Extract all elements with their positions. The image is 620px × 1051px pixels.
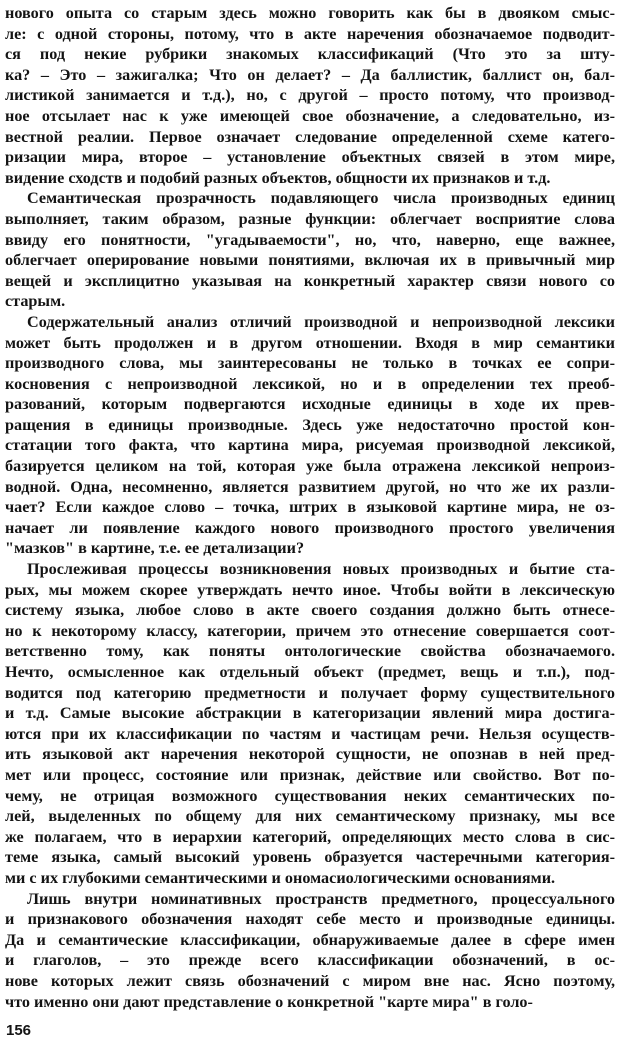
line-text: ветственно тому, как поняты онтологические свойства обозначаемого. <box>5 642 615 661</box>
text-line <box>5 971 615 992</box>
text-line <box>5 230 615 251</box>
text-line <box>5 992 615 1013</box>
line-text: ся под некие рубрики знакомых классификаций (Что это за шту- <box>5 45 615 64</box>
line-text: выполняет, таким образом, разные функции: облегчает восприятие слова <box>5 209 615 228</box>
line-text: ить языковой акт наречения некоторой сущности, не опознав в ней пред- <box>5 745 615 764</box>
line-text: Содержательный анализ отличий производной и непроизводной лексики <box>27 312 615 331</box>
line-text: чает? Если каждое слово – точка, штрих в языковой картине мира, не оз- <box>5 498 615 517</box>
text-line <box>5 600 615 621</box>
line-text: но к некоторому классу, категории, причем это отнесение совершается соот- <box>5 621 615 640</box>
line-text: рых, мы можем скорее утверждать нечто иное. Чтобы войти в лексическую <box>5 580 615 599</box>
text-line <box>5 641 615 662</box>
line-text: ввиду его понятности, "угадываемости", но, что, наверно, еще важнее, <box>5 230 615 249</box>
line-text: и т.д. Самые высокие абстракции в категоризации явлений мира достига- <box>5 704 615 723</box>
text-line <box>5 312 615 333</box>
paragraph <box>5 3 615 188</box>
text-line <box>5 209 615 230</box>
text-line <box>5 580 615 601</box>
line-text: вещей и эксплицитно указывая на конкретный характер связи нового со <box>5 271 615 290</box>
line-text: начает ли появление каждого нового производного простого увеличения <box>5 518 615 537</box>
paragraph <box>5 559 615 889</box>
line-text: и признакового обозначения находят себе место и производные единицы. <box>5 910 615 929</box>
line-text: чему, не отрицая возможного существования неких семантических по- <box>5 786 615 805</box>
paragraph <box>5 312 615 559</box>
text-line <box>5 24 615 45</box>
text-line <box>5 786 615 807</box>
line-text: ращения в единицы производные. Здесь уже недостаточно простой кон- <box>5 415 615 434</box>
text-line <box>5 827 615 848</box>
text-line <box>5 374 615 395</box>
text-line <box>5 65 615 86</box>
line-text: облегчает оперирование новыми понятиями, включая их в привычный мир <box>5 251 615 270</box>
text-line <box>5 683 615 704</box>
text-line <box>5 44 615 65</box>
text-line <box>5 950 615 971</box>
line-text: водится под категорию предметности и получает форму существительного <box>5 683 615 702</box>
text-line <box>5 662 615 683</box>
text-line <box>5 127 615 148</box>
text-line <box>5 435 615 456</box>
text-line <box>5 703 615 724</box>
text-line <box>5 724 615 745</box>
line-text: Семантическая прозрачность подавляющего числа производных единиц <box>27 189 615 208</box>
text-line <box>5 291 615 312</box>
line-text: ми с их глубокими семантическими и ономасиологическими основаниями. <box>5 868 556 887</box>
text-line <box>5 559 615 580</box>
text-line <box>5 477 615 498</box>
text-line <box>5 147 615 168</box>
line-text: может быть продолжен и в другом отношении. Входя в мир семантики <box>5 333 615 352</box>
text-line <box>5 744 615 765</box>
line-text: ются при их классификации по частям и частицам речи. Нельзя осуществ- <box>5 724 615 743</box>
line-text: что именно они дают представление о конкретной "карте мира" в голо- <box>5 992 533 1011</box>
line-text: и глаголов, – это прежде всего классификации обозначений, в ос- <box>5 951 615 970</box>
line-text: систему языка, любое слово в акте своего создания должно быть отнесе- <box>5 601 615 620</box>
text-line <box>5 415 615 436</box>
line-text: нового опыта со старым здесь можно говорить как бы в двояком смыс- <box>5 4 615 22</box>
line-text: Да и семантические классификации, обнаруживаемые далее в сфере имен <box>5 930 615 949</box>
page-number: 156 <box>6 1022 32 1039</box>
text-line <box>5 909 615 930</box>
text-line <box>5 538 615 559</box>
line-text: Прослеживая процессы возникновения новых производных и бытие ста- <box>27 560 615 579</box>
line-text: ле: с одной стороны, потому, что в акте наречения обозначаемое подводит- <box>5 24 615 43</box>
text-line <box>5 85 615 106</box>
line-text: производного слова, мы заинтересованы не только в точках ее сопри- <box>5 354 615 373</box>
text-line <box>5 868 615 889</box>
text-line <box>5 621 615 642</box>
text-line <box>5 847 615 868</box>
line-text: базируется целиком на той, которая уже была отражена лексикой непроиз- <box>5 457 615 476</box>
line-text: лей, выделенных по общему для них семантическому признаку, мы все <box>5 807 615 826</box>
line-text: "мазков" в картине, т.е. ее детализации? <box>5 539 305 558</box>
text-line <box>5 930 615 951</box>
line-text: разований, которым подвергаются исходные единицы в ходе их прев- <box>5 395 615 414</box>
line-text: статации того факта, что картина мира, рисуемая производной лексикой, <box>5 436 615 455</box>
text-line <box>5 168 615 189</box>
line-text: нове которых лежит связь обозначений с миром вне нас. Ясно поэтому, <box>5 971 615 990</box>
text-line <box>5 271 615 292</box>
line-text: старым. <box>5 292 66 311</box>
text-line <box>5 456 615 477</box>
line-text: Лишь внутри номинативных пространств предметного, процессуального <box>27 889 615 908</box>
line-text: мет или процесс, состояние или признак, действие или свойство. Вот по- <box>5 765 615 784</box>
text-line <box>5 394 615 415</box>
line-text: ка? – Это – зажигалка; Что он делает? – Да баллистик, баллист он, бал- <box>5 65 615 84</box>
body-text <box>5 3 615 1012</box>
line-text: водной. Одна, несомненно, является развитием другой, но что же их разли- <box>5 477 615 496</box>
text-line <box>5 518 615 539</box>
text-line <box>5 889 615 910</box>
line-text: листикой занимается и т.д.), но, с другой – просто потому, что производ- <box>5 86 615 105</box>
line-text: видение сходств и подобий разных объектов, общности их признаков и т.д. <box>5 168 551 187</box>
line-text: ное отсылает нас к уже имеющей свое обозначение, а следовательно, из- <box>5 106 615 125</box>
line-text: ризации мира, второе – установление объектных связей в этом мире, <box>5 148 615 167</box>
text-line <box>5 765 615 786</box>
line-text: же полагаем, что в иерархии категорий, определяющих место слова в сис- <box>5 827 615 846</box>
line-text: вестной реалии. Первое означает следование определенной схеме катего- <box>5 127 615 146</box>
text-line <box>5 250 615 271</box>
text-line <box>5 106 615 127</box>
line-text: теме языка, самый высокий уровень образуется частеречными категория- <box>5 848 615 867</box>
paragraph <box>5 889 615 1013</box>
text-line <box>5 3 615 24</box>
line-text: Нечто, осмысленное как отдельный объект (предмет, вещь и т.п.), под- <box>5 663 615 681</box>
paragraph <box>5 188 615 312</box>
text-line <box>5 353 615 374</box>
text-line <box>5 188 615 209</box>
line-text: косновения с непроизводной лексикой, но и в определении тех преоб- <box>5 374 615 393</box>
text-line <box>5 333 615 354</box>
text-line <box>5 497 615 518</box>
text-line <box>5 806 615 827</box>
